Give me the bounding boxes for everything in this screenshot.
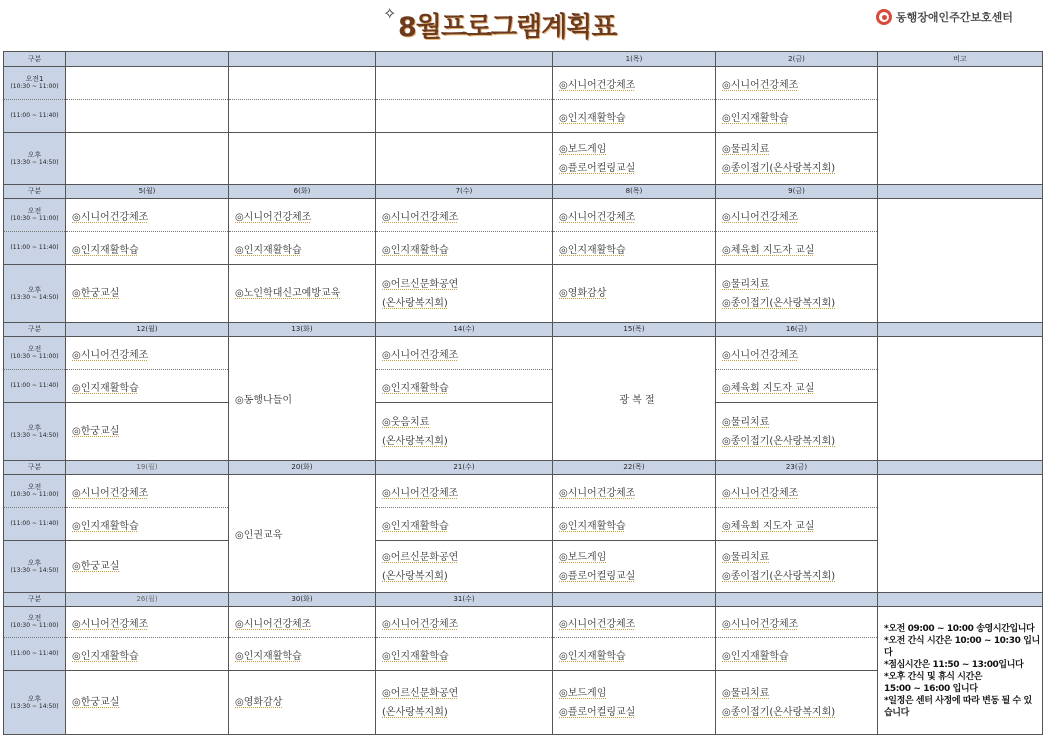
gubun-label: 구분: [4, 52, 66, 67]
program-cell: [553, 541, 716, 593]
day-header: [66, 52, 229, 67]
day-header: 7(수): [376, 185, 553, 199]
program-item: ◎인지재활학습: [235, 244, 302, 256]
slot-time: (13:30 ~ 14:50): [10, 702, 59, 710]
slot-time: (11:00 ~ 11:40): [10, 520, 59, 527]
slot-time: (10:30 ~ 11:00): [10, 215, 59, 222]
note-line: *점심시간은 11:50 ~ 13:00입니다: [884, 659, 1024, 670]
program-cell: [716, 541, 878, 593]
program-item: ◎인지재활학습: [382, 382, 449, 394]
day-header: 21(수): [376, 461, 553, 475]
program-cell: [229, 199, 376, 232]
program-cell: [716, 133, 878, 185]
program-item-detail: ◎종이접기(온사랑복지회): [722, 162, 836, 174]
day-event-cell: [229, 337, 376, 461]
program-item-detail: ◎종이접기(온사랑복지회): [722, 570, 836, 582]
program-item: ◎영화감상: [559, 288, 607, 299]
program-item: ◎인지재활학습: [72, 244, 139, 256]
slot-row-1: [4, 67, 1043, 100]
program-cell: [376, 370, 553, 403]
day-header: 19(월): [66, 461, 229, 475]
week-header-row: [4, 461, 1043, 475]
program-cell: [716, 370, 878, 403]
slot-pm-label: 오후: [27, 694, 42, 703]
program-cell: [553, 475, 716, 508]
slot-am1-label: 오전: [27, 483, 42, 491]
slot-pm-label: 오후: [27, 150, 42, 159]
day-header: 6(화): [229, 185, 376, 199]
program-item: ◎시니어건강체조: [559, 487, 636, 499]
program-item-detail: (온사랑복지회): [382, 706, 448, 718]
program-cell: [376, 475, 553, 508]
note-line: *일정은 센터 사정에 따라 변동 될 수 있: [884, 695, 1032, 706]
slot-am1-label: 오전: [27, 345, 42, 353]
slot-time: (10:30 ~ 11:00): [10, 491, 59, 498]
slot-am1-label: 오전1: [25, 75, 44, 83]
day-header: 2(금): [716, 52, 878, 67]
program-cell: [229, 607, 376, 638]
program-item: ◎체육회 지도자 교실: [722, 244, 815, 256]
program-cell: [376, 100, 553, 133]
program-cell: [229, 232, 376, 265]
slot-time: (10:30 ~ 11:00): [10, 83, 59, 90]
gubun-label: 구분: [4, 185, 66, 199]
note-line: 습니다: [884, 707, 909, 718]
org-name: 동행장애인주간보호센터: [896, 11, 1013, 24]
program-item: ◎물리치료: [722, 416, 770, 428]
day-event-cell: [229, 475, 376, 593]
program-item-detail: ◎종이접기(온사랑복지회): [722, 706, 836, 718]
program-item-detail: (온사랑복지회): [382, 297, 448, 309]
program-cell: [716, 67, 878, 100]
day-header: 13(화): [229, 323, 376, 337]
program-item-detail: ◎플로어컬링교실: [559, 706, 636, 718]
program-item: ◎인지재활학습: [382, 520, 449, 532]
time-slot-1: [4, 337, 66, 370]
week-header-row: [4, 323, 1043, 337]
note-line: 15:00 ~ 16:00 입니다: [884, 683, 978, 694]
program-item: ◎인지재활학습: [235, 650, 302, 662]
program-cell: [553, 508, 716, 541]
program-item: ◎인지재활학습: [722, 112, 789, 124]
bigo-cell: [878, 475, 1043, 593]
program-cell: [376, 638, 553, 671]
slot-time: (10:30 ~ 11:00): [10, 622, 59, 629]
slot-time: (11:00 ~ 11:40): [10, 112, 59, 119]
program-cell: [376, 508, 553, 541]
bigo-cell: [878, 337, 1043, 461]
gubun-label: 구분: [4, 461, 66, 475]
program-cell: [376, 265, 553, 323]
schedule-table: [3, 51, 1043, 735]
time-slot-2: [4, 370, 66, 403]
program-cell: [716, 232, 878, 265]
program-cell: [66, 370, 229, 403]
day-header: 22(목): [553, 461, 716, 475]
day-header: 12(월): [66, 323, 229, 337]
program-item: ◎인지재활학습: [382, 650, 449, 662]
day-header: 31(수): [376, 593, 553, 607]
program-cell: [376, 671, 553, 735]
page-header: [0, 0, 1053, 50]
gubun-label: 구분: [4, 593, 66, 607]
slot-row-1: [4, 607, 1043, 638]
slot-time: (13:30 ~ 14:50): [10, 566, 59, 574]
notes-cell: [878, 607, 1043, 735]
bigo-label: 비고: [878, 52, 1043, 67]
program-cell: [553, 100, 716, 133]
program-item: ◎인지재활학습: [72, 520, 139, 532]
time-slot-2: [4, 100, 66, 133]
program-item: ◎물리치료: [722, 687, 770, 699]
day-header: 26(월): [66, 593, 229, 607]
time-slot-2: [4, 508, 66, 541]
program-item: ◎시니어건강체조: [559, 79, 636, 91]
program-cell: [66, 199, 229, 232]
slot-time: (13:30 ~ 14:50): [10, 158, 59, 166]
program-item: ◎시니어건강체조: [722, 618, 799, 630]
day-event: ◎동행나들이: [235, 395, 293, 406]
program-item: ◎인지재활학습: [72, 650, 139, 662]
program-item: ◎어르신문화공연: [382, 551, 459, 563]
day-event: ◎인권교육: [235, 530, 283, 541]
program-item-detail: ◎종이접기(온사랑복지회): [722, 435, 836, 447]
page-title: 8월프로그램계획표: [398, 12, 617, 43]
program-cell: [229, 100, 376, 133]
program-cell: [229, 638, 376, 671]
program-item: ◎물리치료: [722, 278, 770, 290]
program-item: ◎시니어건강체조: [722, 211, 799, 223]
program-cell: [66, 337, 229, 370]
program-item: ◎시니어건강체조: [235, 618, 312, 630]
program-cell: [66, 475, 229, 508]
program-item: ◎시니어건강체조: [382, 349, 459, 361]
sparkle-icon: ✧: [383, 4, 397, 23]
program-cell: [716, 671, 878, 735]
day-event-cell: [553, 337, 716, 461]
program-cell: [716, 337, 878, 370]
note-line: *오전 간식 시간은 10:00 ~ 10:30 입니다: [884, 635, 1040, 658]
program-item: ◎시니어건강체조: [72, 618, 149, 630]
time-slot-2: [4, 638, 66, 671]
program-cell: [376, 199, 553, 232]
program-cell: [376, 607, 553, 638]
program-item: ◎인지재활학습: [72, 382, 139, 394]
program-cell: [553, 67, 716, 100]
program-item: ◎시니어건강체조: [722, 349, 799, 361]
program-item: ◎보드게임: [559, 551, 607, 563]
time-slot-3: [4, 403, 66, 461]
slot-row-1: [4, 199, 1043, 232]
program-item: ◎시니어건강체조: [235, 211, 312, 223]
program-item: ◎인지재활학습: [559, 520, 626, 532]
program-cell: [229, 67, 376, 100]
time-slot-3: [4, 133, 66, 185]
program-item: ◎체육회 지도자 교실: [722, 520, 815, 532]
bigo-header: [878, 461, 1043, 475]
program-item: ◎체육회 지도자 교실: [722, 382, 815, 394]
program-cell: [376, 133, 553, 185]
slot-row-1: [4, 337, 1043, 370]
day-header: 1(목): [553, 52, 716, 67]
program-cell: [716, 403, 878, 461]
program-item: ◎인지재활학습: [559, 244, 626, 256]
program-cell: [376, 67, 553, 100]
program-cell: [553, 265, 716, 323]
program-cell: [66, 671, 229, 735]
slot-time: (10:30 ~ 11:00): [10, 353, 59, 360]
program-cell: [553, 133, 716, 185]
program-item-detail: ◎종이접기(온사랑복지회): [722, 297, 836, 309]
slot-time: (11:00 ~ 11:40): [10, 244, 59, 251]
program-cell: [716, 607, 878, 638]
program-item: ◎시니어건강체조: [72, 487, 149, 499]
program-cell: [229, 265, 376, 323]
week-header-row: [4, 593, 1043, 607]
program-item: ◎한궁교실: [72, 561, 120, 572]
program-item: ◎시니어건강체조: [382, 211, 459, 223]
slot-time: (13:30 ~ 14:50): [10, 293, 59, 301]
day-header: 8(목): [553, 185, 716, 199]
program-cell: [716, 475, 878, 508]
week-header-row: [4, 52, 1043, 67]
heart-logo-icon: [876, 9, 892, 25]
program-item: ◎인지재활학습: [559, 650, 626, 662]
bigo-cell: [878, 199, 1043, 323]
program-cell: [66, 403, 229, 461]
program-item: ◎어르신문화공연: [382, 687, 459, 699]
program-item: ◎인지재활학습: [722, 650, 789, 662]
program-cell: [376, 232, 553, 265]
program-cell: [66, 232, 229, 265]
note-line: *오전 09:00 ~ 10:00 송영시간입니다: [884, 623, 1035, 634]
day-header: [229, 52, 376, 67]
day-header: 14(수): [376, 323, 553, 337]
program-cell: [716, 199, 878, 232]
program-cell: [229, 671, 376, 735]
program-item: ◎어르신문화공연: [382, 278, 459, 290]
day-event: 광 복 절: [619, 395, 655, 406]
time-slot-1: [4, 607, 66, 638]
program-cell: [376, 337, 553, 370]
day-header: 5(월): [66, 185, 229, 199]
bigo-header: [878, 323, 1043, 337]
program-item: ◎노인학대신고예방교육: [235, 288, 341, 299]
day-header: 23(금): [716, 461, 878, 475]
program-cell: [66, 638, 229, 671]
program-item: ◎시니어건강체조: [722, 79, 799, 91]
program-cell: [716, 508, 878, 541]
program-item: ◎시니어건강체조: [72, 349, 149, 361]
program-item: ◎한궁교실: [72, 288, 120, 299]
program-cell: [66, 607, 229, 638]
program-item: ◎웃음치료: [382, 416, 430, 428]
day-header: 9(금): [716, 185, 878, 199]
program-cell: [66, 265, 229, 323]
program-cell: [66, 541, 229, 593]
program-item: ◎한궁교실: [72, 426, 120, 437]
program-item: ◎시니어건강체조: [559, 618, 636, 630]
program-item: ◎시니어건강체조: [72, 211, 149, 223]
program-cell: [553, 199, 716, 232]
program-item: ◎한궁교실: [72, 697, 120, 708]
slot-row-1: [4, 475, 1043, 508]
slot-am1-label: 오전: [27, 614, 42, 622]
program-cell: [553, 607, 716, 638]
bigo-header: [878, 185, 1043, 199]
org-logo: [876, 8, 1013, 26]
time-slot-3: [4, 671, 66, 735]
program-item: ◎인지재활학습: [382, 244, 449, 256]
slot-pm-label: 오후: [27, 285, 42, 294]
program-cell: [716, 638, 878, 671]
program-item: ◎영화감상: [235, 697, 283, 708]
time-slot-3: [4, 541, 66, 593]
day-header: [553, 593, 716, 607]
program-item-detail: (온사랑복지회): [382, 570, 448, 582]
day-header: 16(금): [716, 323, 878, 337]
program-cell: [553, 638, 716, 671]
day-header: [716, 593, 878, 607]
bigo-cell: [878, 67, 1043, 185]
bigo-header: [878, 593, 1043, 607]
week-header-row: [4, 185, 1043, 199]
program-item: ◎시니어건강체조: [722, 487, 799, 499]
time-slot-1: [4, 67, 66, 100]
program-cell: [66, 508, 229, 541]
program-cell: [229, 133, 376, 185]
program-item-detail: (온사랑복지회): [382, 435, 448, 447]
program-cell: [66, 67, 229, 100]
program-cell: [716, 265, 878, 323]
time-slot-3: [4, 265, 66, 323]
program-cell: [376, 403, 553, 461]
program-cell: [553, 671, 716, 735]
program-cell: [716, 100, 878, 133]
program-item: ◎물리치료: [722, 551, 770, 563]
slot-time: (11:00 ~ 11:40): [10, 382, 59, 389]
time-slot-1: [4, 475, 66, 508]
day-header: 30(화): [229, 593, 376, 607]
time-slot-2: [4, 232, 66, 265]
slot-pm-label: 오후: [27, 558, 42, 567]
program-cell: [66, 133, 229, 185]
program-item: ◎보드게임: [559, 687, 607, 699]
slot-time: (11:00 ~ 11:40): [10, 650, 59, 657]
note-line: *오후 간식 및 휴식 시간은: [884, 671, 983, 682]
day-header: [376, 52, 553, 67]
program-item: ◎물리치료: [722, 143, 770, 155]
slot-time: (13:30 ~ 14:50): [10, 431, 59, 439]
program-cell: [553, 232, 716, 265]
program-item: ◎시니어건강체조: [382, 487, 459, 499]
program-item-detail: ◎플로어컬링교실: [559, 570, 636, 582]
slot-am1-label: 오전: [27, 207, 42, 215]
time-slot-1: [4, 199, 66, 232]
slot-pm-label: 오후: [27, 423, 42, 432]
gubun-label: 구분: [4, 323, 66, 337]
day-header: 20(화): [229, 461, 376, 475]
program-cell: [66, 100, 229, 133]
program-item: ◎보드게임: [559, 143, 607, 155]
program-cell: [376, 541, 553, 593]
day-header: 15(목): [553, 323, 716, 337]
program-item: ◎인지재활학습: [559, 112, 626, 124]
program-item: ◎시니어건강체조: [559, 211, 636, 223]
program-item: ◎시니어건강체조: [382, 618, 459, 630]
program-item-detail: ◎플로어컬링교실: [559, 162, 636, 174]
